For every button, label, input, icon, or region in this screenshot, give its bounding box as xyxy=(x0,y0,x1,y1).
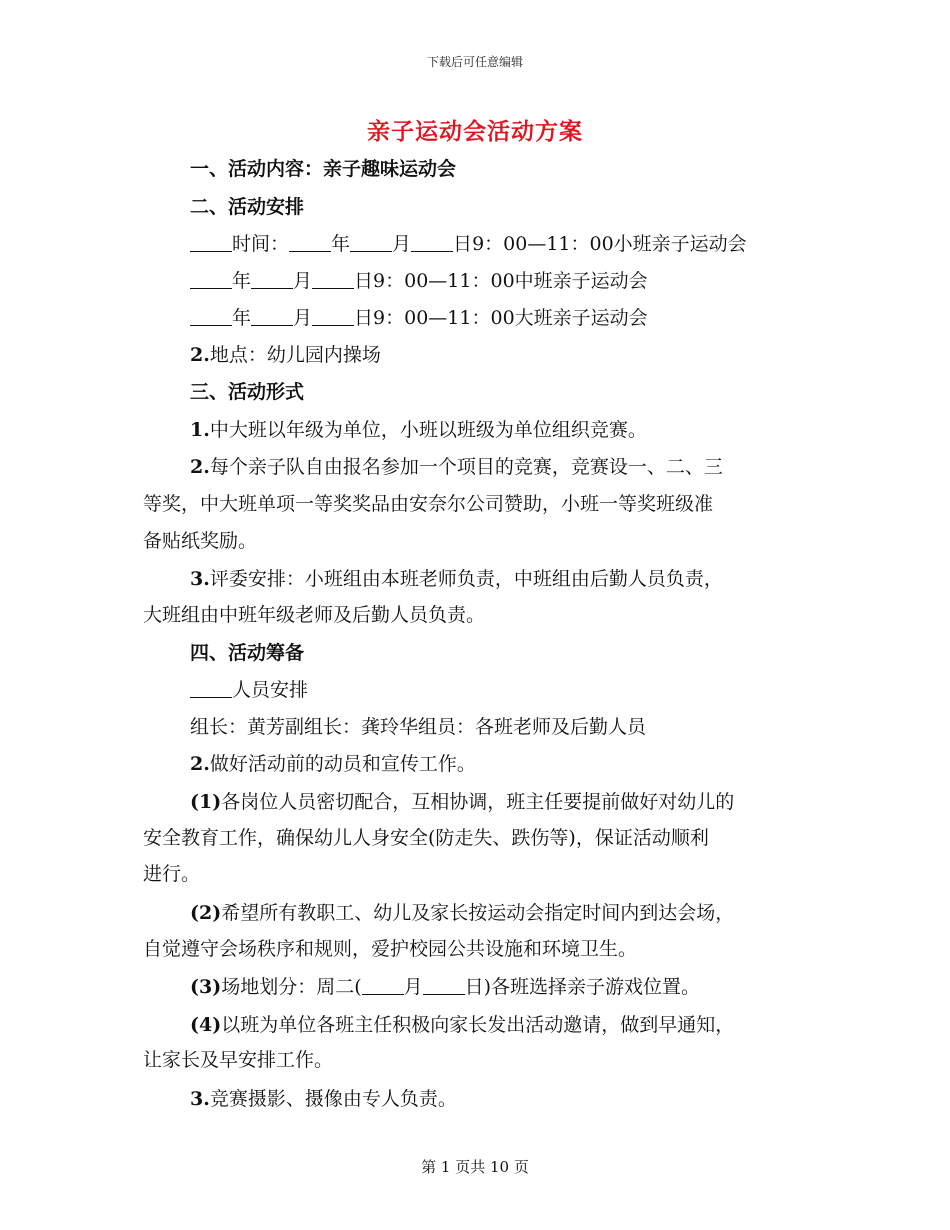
form-item-2-line-2: 等奖，中大班单项一等奖奖品由安奈尔公司赞助，小班一等奖班级准 xyxy=(143,493,714,515)
blank-field xyxy=(362,976,404,995)
staff-line: 人员安排 xyxy=(190,678,308,702)
blank-field xyxy=(312,307,354,326)
blank-field xyxy=(411,233,453,252)
blank-field xyxy=(190,233,232,252)
blank-field xyxy=(289,233,331,252)
blank-field xyxy=(423,976,465,995)
leaders-line: 组长：黄芳副组长：龚玲华组员：各班老师及后勤人员 xyxy=(190,716,647,738)
prep-item-2: 2.做好活动前的动员和宣传工作。 xyxy=(190,753,476,775)
form-item-1: 1.中大班以年级为单位，小班以班级为单位组织竞赛。 xyxy=(190,419,647,441)
schedule-line-2: 年 月 日9：00—11：00中班亲子运动会 xyxy=(190,269,648,293)
blank-field xyxy=(190,307,232,326)
prep-sub-3: (3)场地划分：周二( 月 日)各班选择亲子游戏位置。 xyxy=(190,976,701,998)
prep-item-3: 3.竞赛摄影、摄像由专人负责。 xyxy=(190,1088,457,1110)
blank-field xyxy=(190,679,232,698)
prep-sub-2-line-1: (2)希望所有教职工、幼儿及家长按运动会指定时间内到达会场， xyxy=(190,902,735,924)
form-item-3-line-1: 3.评委安排：小班组由本班老师负责，中班组由后勤人员负责， xyxy=(190,568,723,590)
form-item-3-line-2: 大班组由中班年级老师及后勤人员负责。 xyxy=(143,604,486,626)
prep-sub-1-line-1: (1)各岗位人员密切配合，互相协调，班主任要提前做好对幼儿的 xyxy=(190,791,735,813)
schedule-line-1: 时间： 年 月 日9：00—11：00小班亲子运动会 xyxy=(190,232,747,256)
section-heading-4: 四、活动筹备 xyxy=(190,642,305,664)
document-title: 亲子运动会活动方案 xyxy=(367,118,583,145)
place-line: 2.地点：幼儿园内操场 xyxy=(190,344,381,366)
blank-field xyxy=(251,307,293,326)
blank-field xyxy=(350,233,392,252)
prep-sub-1-line-3: 进行。 xyxy=(143,863,201,885)
prep-sub-2-line-2: 自觉遵守会场秩序和规则，爱护校园公共设施和环境卫生。 xyxy=(143,938,638,960)
section-heading-3: 三、活动形式 xyxy=(190,381,305,403)
prep-sub-1-line-2: 安全教育工作，确保幼儿人身安全(防走失、跌伤等)，保证活动顺利 xyxy=(143,827,709,849)
blank-field xyxy=(251,270,293,289)
blank-field xyxy=(190,270,232,289)
section-heading-1: 一、活动内容：亲子趣味运动会 xyxy=(190,158,457,180)
form-item-2-line-3: 备贴纸奖励。 xyxy=(143,530,258,552)
prep-sub-4-line-1: (4)以班为单位各班主任积极向家长发出活动邀请，做到早通知， xyxy=(190,1014,735,1036)
blank-field xyxy=(312,270,354,289)
page-footer: 第 1 页共 10 页 xyxy=(421,1158,529,1176)
form-item-2-line-1: 2.每个亲子队自由报名参加一个项目的竞赛，竞赛设一、二、三 xyxy=(190,456,723,478)
schedule-line-3: 年 月 日9：00—11：00大班亲子运动会 xyxy=(190,306,648,330)
section-heading-2: 二、活动安排 xyxy=(190,196,305,218)
prep-sub-4-line-2: 让家长及早安排工作。 xyxy=(143,1049,334,1071)
header-note: 下载后可任意编辑 xyxy=(426,55,523,69)
